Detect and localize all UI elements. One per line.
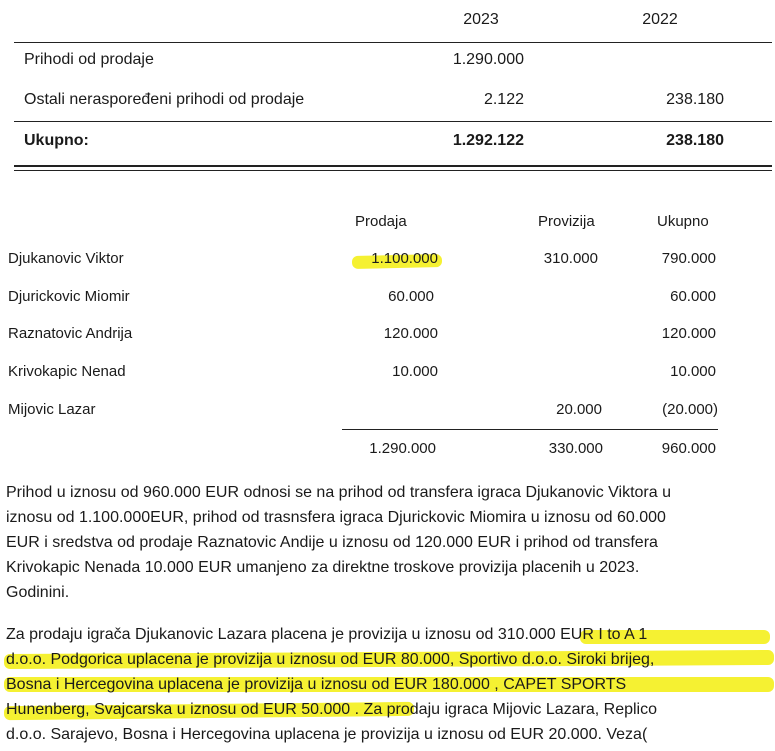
prodaja-value: 120.000 [383, 325, 438, 342]
total-prodaja: 1.290.000 [369, 440, 436, 457]
paragraph-line: Bosna i Hercegovina uplacena je provizija u iznosu od EUR 180.000 , CAPET SPORTS [6, 676, 627, 693]
cell-value: 238.180 [666, 91, 724, 108]
row-label: Ostali neraspoređeni prihodi od prodaje [24, 91, 305, 108]
player-name: Mijovic Lazar [8, 401, 96, 418]
prodaja-value: 10.000 [392, 363, 438, 380]
player-name: Raznatovic Andrija [8, 325, 133, 342]
player-name: Djurickovic Miomir [8, 288, 130, 305]
cell-value: 2.122 [483, 91, 524, 108]
col-header-provizija: Provizija [538, 213, 595, 230]
totals-divider [342, 429, 718, 430]
divider [14, 121, 772, 122]
paragraph-line: iznosu od 1.100.000EUR, prihod od trasnsfera igraca Djurickovic Miomira u iznosu od 60.000 [6, 509, 666, 526]
player-name: Djukanovic Viktor [8, 250, 124, 267]
paragraph-line: EUR i sredstva od prodaje Raznatovic Andije u iznosu od 120.000 EUR i prihod od transfera [6, 534, 658, 551]
divider [14, 42, 772, 43]
provizija-value: 20.000 [556, 401, 602, 418]
total-provizija: 330.000 [548, 440, 603, 457]
col-header-ukupno: Ukupno [657, 213, 709, 230]
paragraph-line: d.o.o. Sarajevo, Bosna i Hercegovina uplacena je provizija u iznosu od EUR 20.000. Veza( [6, 726, 648, 743]
col-header-2023: 2023 [463, 11, 499, 28]
paragraph-line: Prihod u iznosu od 960.000 EUR odnosi se na prihod od transfera igraca Djukanovic Viktora u [6, 484, 671, 501]
col-header-prodaja: Prodaja [355, 213, 407, 230]
ukupno-value: 790.000 [661, 250, 716, 267]
paragraph-income [6, 480, 766, 605]
paragraph-line: Za prodaju igrača Djukanovic Lazara placena je provizija u iznosu od 310.000 EUR I to A 1 [6, 626, 648, 643]
total-value-2022: 238.180 [666, 132, 724, 149]
ukupno-value: 120.000 [661, 325, 716, 342]
double-rule-top [14, 165, 772, 167]
paragraph-line: Hunenberg, Svajcarska u iznosu od EUR 50.000 . Za prodaju igraca Mijovic Lazara, Replico [6, 701, 658, 718]
double-rule-bottom [14, 170, 772, 171]
prodaja-value: 60.000 [388, 288, 434, 305]
paragraph-line: d.o.o. Podgorica uplacena je provizija u iznosu od EUR 80.000, Sportivo d.o.o. Siroki brijeg, [6, 651, 655, 668]
ukupno-value: 10.000 [670, 363, 716, 380]
total-value-2023: 1.292.122 [452, 132, 524, 149]
prodaja-value: 1.100.000 [371, 250, 438, 267]
ukupno-value: 60.000 [670, 288, 716, 305]
total-label: Ukupno: [24, 132, 89, 149]
cell-value: 1.290.000 [452, 51, 524, 68]
paragraph-line: Krivokapic Nenada 10.000 EUR umanjeno za direktne troskove provizija placenih u 2023. [6, 559, 640, 576]
ukupno-value: (20.000) [662, 401, 718, 418]
total-ukupno: 960.000 [661, 440, 716, 457]
paragraph-line: Godinini. [6, 584, 70, 601]
row-label: Prihodi od prodaje [24, 51, 154, 68]
provizija-value: 310.000 [543, 250, 598, 267]
paragraph-commission [6, 622, 766, 747]
col-header-2022: 2022 [642, 11, 678, 28]
player-name: Krivokapic Nenad [8, 363, 126, 380]
